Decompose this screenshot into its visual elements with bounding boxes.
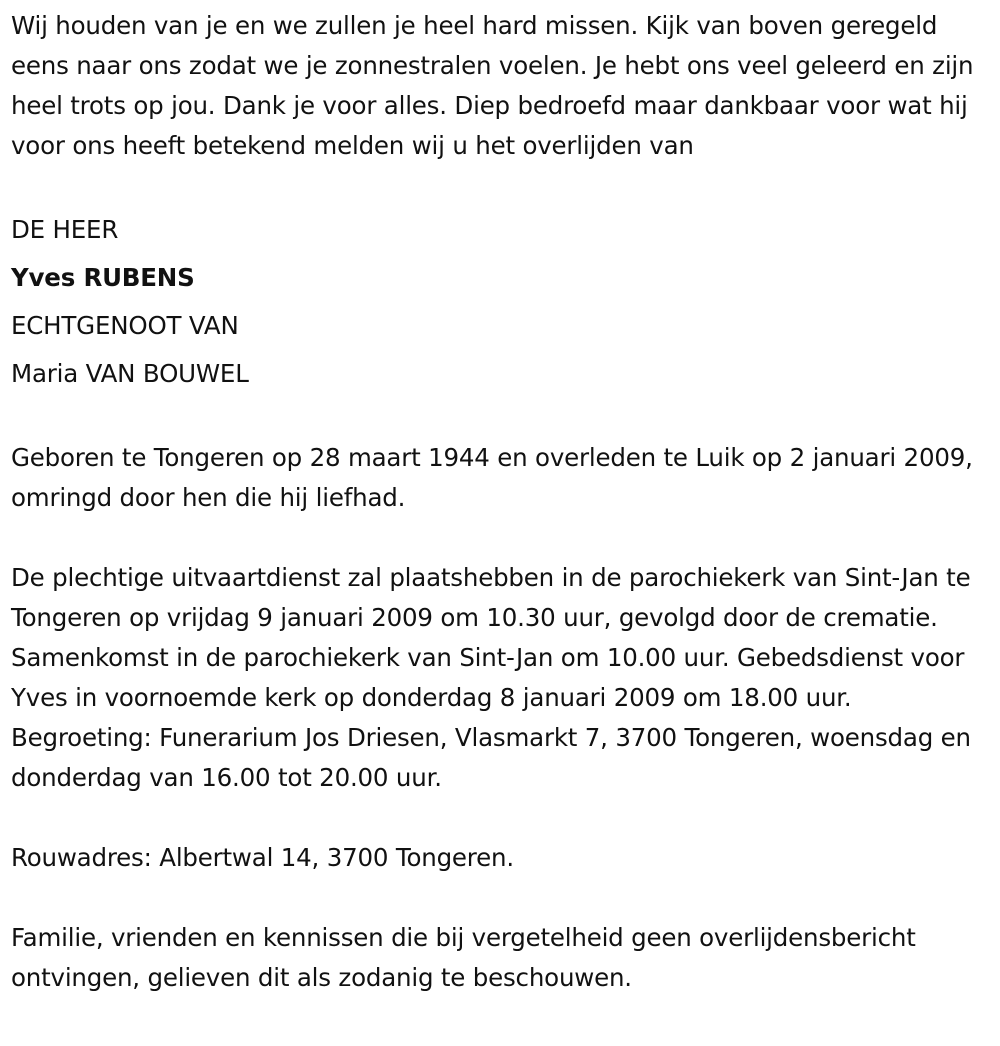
relation-label: ECHTGENOOT VAN	[11, 311, 239, 340]
spacer	[11, 398, 996, 438]
birth-death-paragraph: Geboren te Tongeren op 28 maart 1944 en overleden te Luik op 2 januari 2009, omringd door hen die hij liefhad.	[11, 443, 973, 512]
spacer	[11, 518, 996, 558]
spacer	[11, 798, 996, 838]
mourning-address: Rouwadres: Albertwal 14, 3700 Tongeren.	[11, 843, 514, 872]
intro-paragraph: Wij houden van je en we zullen je heel hard missen. Kijk van boven geregeld eens naar ons zodat we je zonnestralen voelen. Je hebt ons veel geleerd en zijn heel trots op jou. Dank je voor alles. Diep bedroefd maar dankbaar voor wat hij voor ons heeft betekend melden wij u het overlijden van	[11, 11, 974, 160]
spacer	[11, 878, 996, 918]
spouse-name: Maria VAN BOUWEL	[11, 359, 249, 388]
obituary-notice	[11, 6, 996, 998]
honorific-title: DE HEER	[11, 215, 119, 244]
spacer	[11, 166, 996, 206]
deceased-name: Yves RUBENS	[11, 263, 195, 292]
service-paragraph: De plechtige uitvaartdienst zal plaatshebben in de parochiekerk van Sint-Jan te Tongeren op vrijdag 9 januari 2009 om 10.30 uur, gevolgd door de crematie. Samenkomst in de parochiekerk van Sint-Jan om 10.00 uur. Gebedsdienst voor Yves in voornoemde kerk op donderdag 8 januari 2009 om 18.00 uur. Begroeting: Funerarium Jos Driesen, Vlasmarkt 7, 3700 Tongeren, woensdag en donderdag van 16.00 tot 20.00 uur.	[11, 563, 971, 792]
closing-paragraph: Familie, vrienden en kennissen die bij vergetelheid geen overlijdensbericht ontvingen, gelieven dit als zodanig te beschouwen.	[11, 923, 916, 992]
